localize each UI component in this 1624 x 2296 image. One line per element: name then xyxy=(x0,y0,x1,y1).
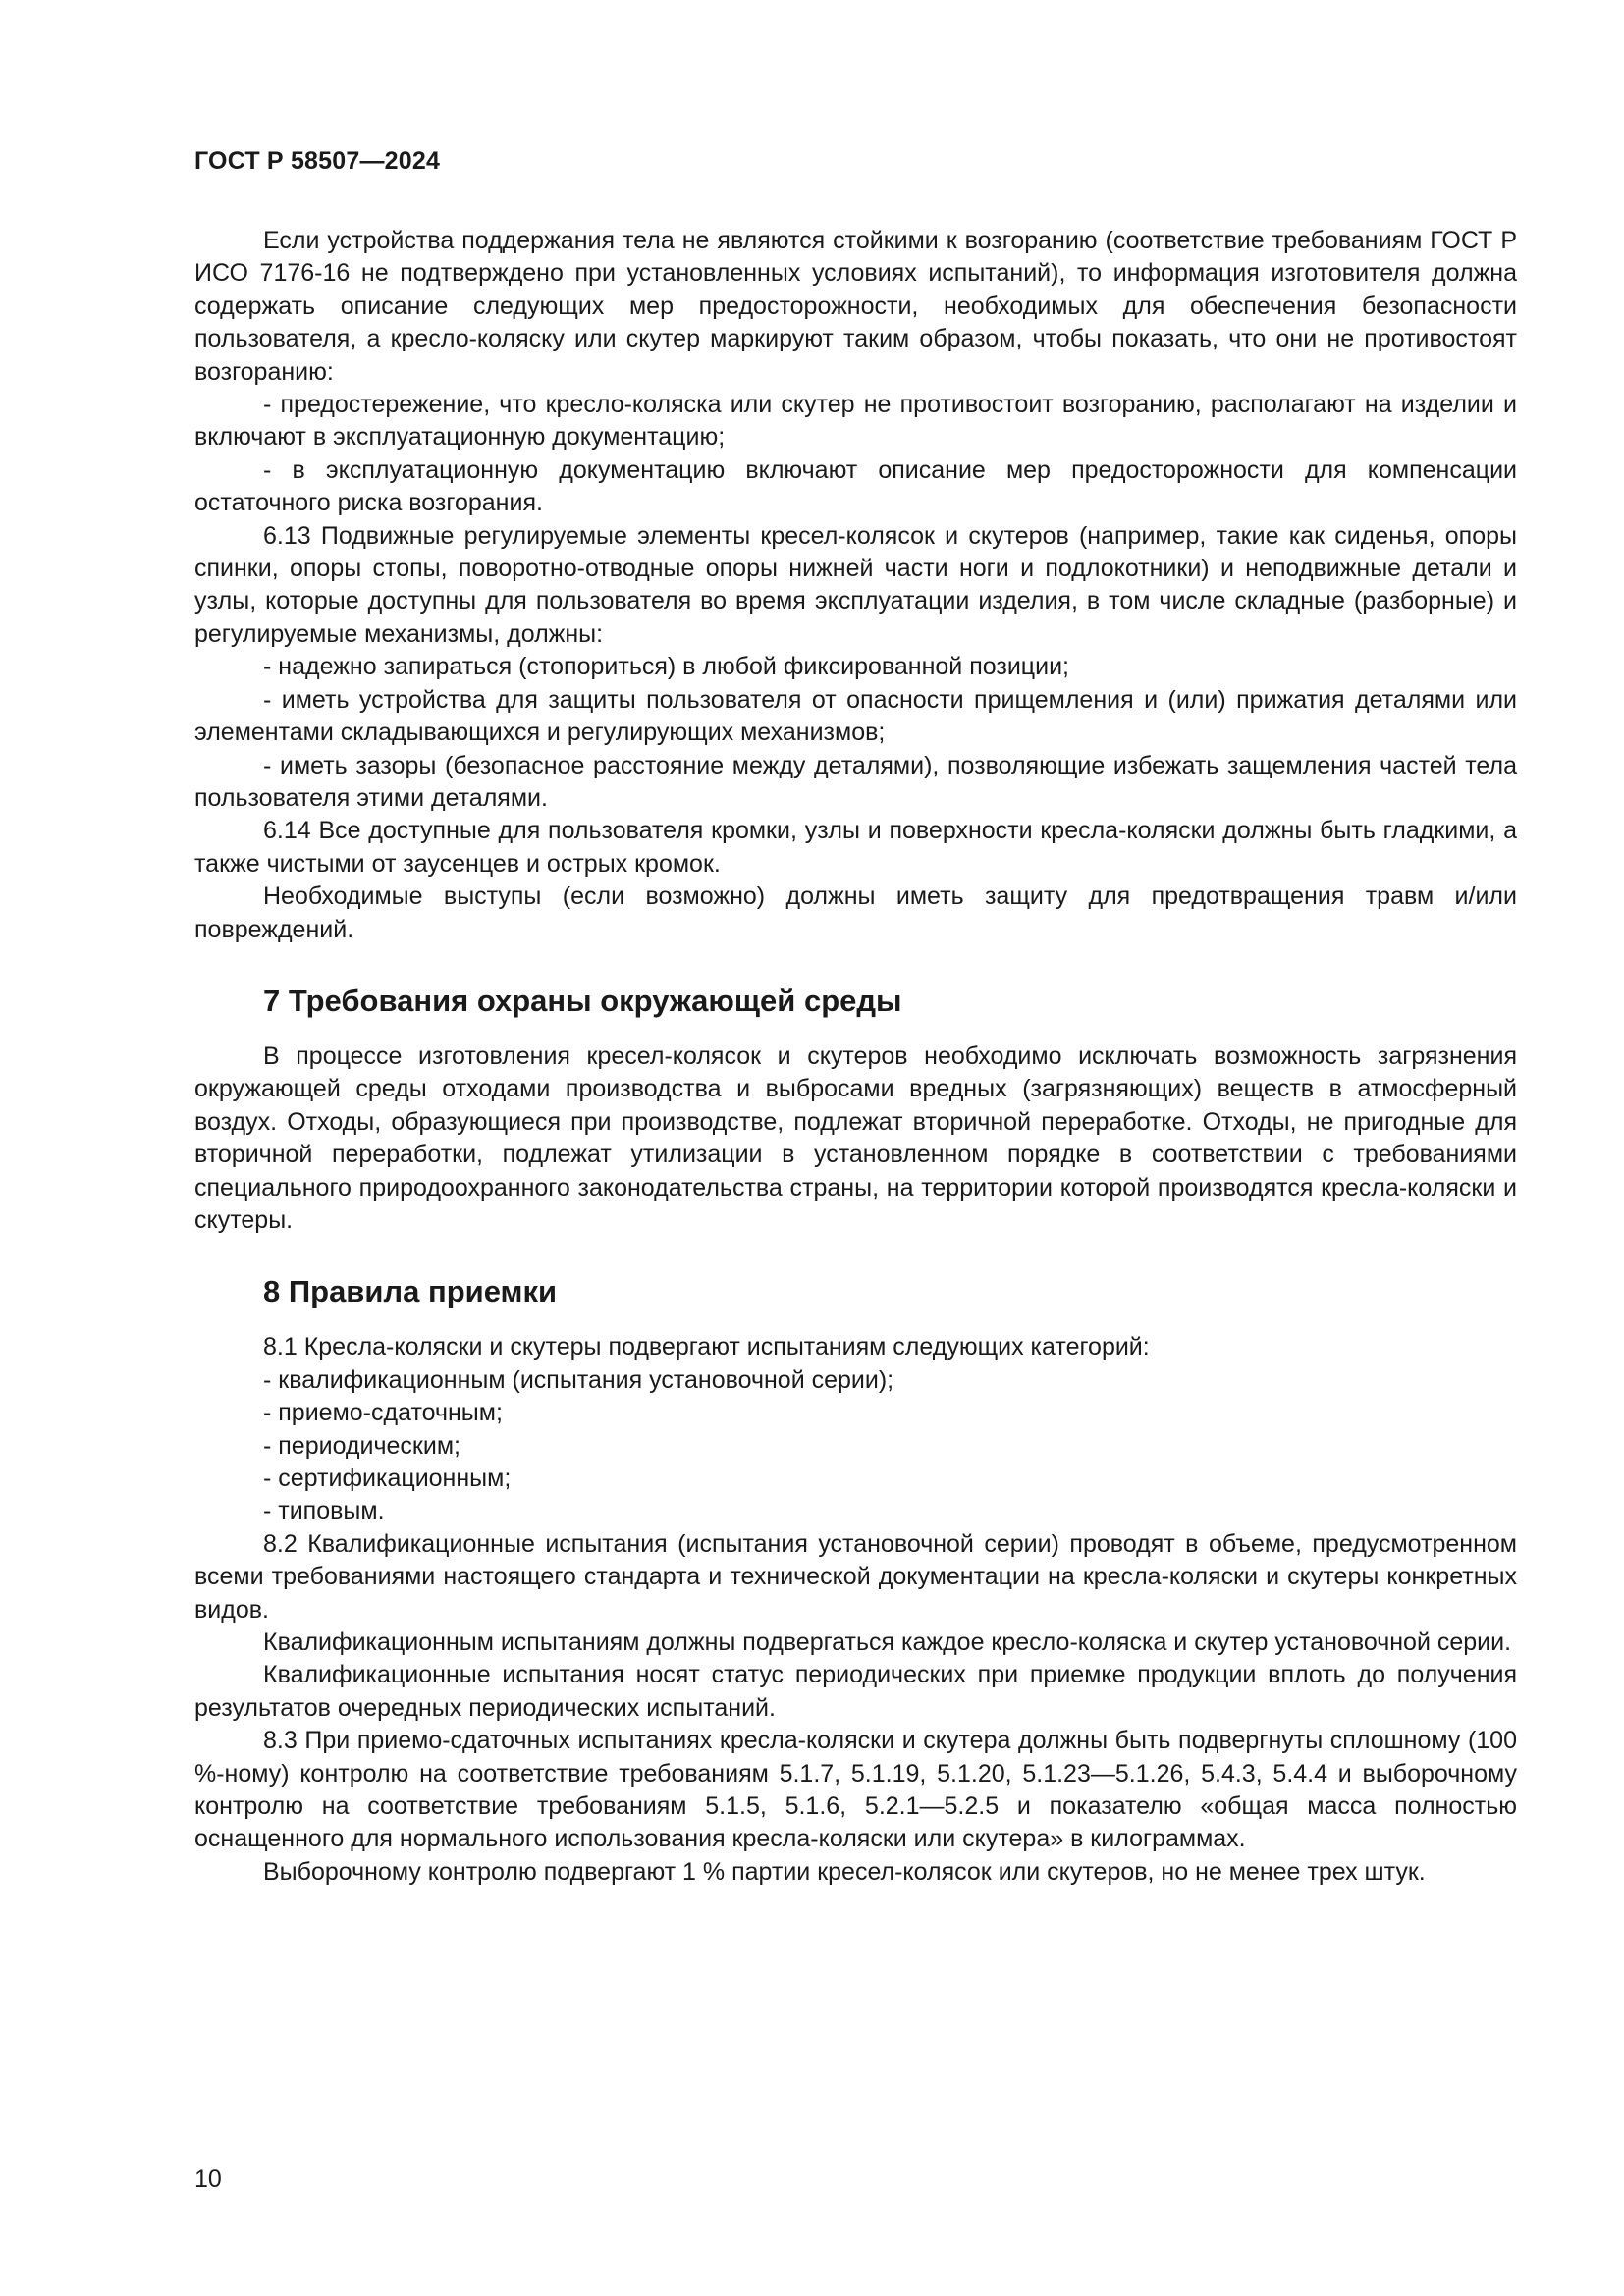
list-item: - периодическим; xyxy=(263,1431,460,1460)
clause-8-2: 8.2 Квалификационные испытания (испытания установочной серии) проводят в объеме, предусмотренном всеми требованиями настоящего стандарта и технической документации на кресла-коляски и скутеры конкретных видов. xyxy=(194,1529,1517,1624)
clause-6-13: 6.13 Подвижные регулируемые элементы кресел-колясок и скутеров (например, такие как сиденья, опоры спинки, опоры стопы, поворотно-отводные опоры нижней части ноги и подлокотники) и неподвижные детали и узлы, которые доступны для пользователя во время эксплуатации изделия, в том числе складные (разборные) и регулируемые механизмы, должны: xyxy=(194,521,1517,648)
document-body xyxy=(194,225,1517,1889)
list-item: - предостережение, что кресло-коляска или скутер не противостоит возгоранию, располагают на изделии и включают в эксплуатационную документацию; xyxy=(194,391,1517,452)
paragraph: В процессе изготовления кресел-колясок и скутеров необходимо исключать возможность загрязнения окружающей среды отходами производства и выбросами вредных (загрязняющих) веществ в атмосферный воздух. Отходы, образующиеся при производстве, подлежат вторичной переработке. Отходы, не пригодные для вторичной переработки, подлежат утилизации в установленном порядке в соответствии с требованиями специального природоохранного законодательства страны, на территории которой производятся кресла-коляски и скутеры. xyxy=(194,1041,1517,1234)
list-item: - типовым. xyxy=(263,1497,385,1525)
section-8-heading: 8 Правила приемки xyxy=(263,1274,558,1309)
clause-8-3: 8.3 При приемо-сдаточных испытаниях кресла-коляски и скутера должны быть подвергнуты сплошному (100 %-ному) контролю на соответствие требованиям 5.1.7, 5.1.19, 5.1.20, 5.1.23—5.1.26, 5.4.3, 5.4.4 и выборочному контролю на соответствие требованиям 5.1.5, 5.1.6, 5.2.1—5.2.5 и показателю «общая масса полностью оснащенного для нормального использования кресла-коляски или скутера» в килограммах. xyxy=(194,1727,1517,1853)
paragraph: Выборочному контролю подвергают 1 % партии кресел-колясок или скутеров, но не менее трех штук. xyxy=(263,1857,1426,1886)
list-item: - иметь зазоры (безопасное расстояние между деталями), позволяющие избежать защемления частей тела пользователя этими деталями. xyxy=(194,751,1517,812)
paragraph: Квалификационным испытаниям должны подвергаться каждое кресло-коляска и скутер установочной серии. xyxy=(263,1629,1512,1657)
list-item: - в эксплуатационную документацию включают описание мер предосторожности для компенсации остаточного риска возгорания. xyxy=(194,455,1517,517)
paragraph: Если устройства поддержания тела не являются стойкими к возгоранию (соответствие требованиям ГОСТ Р ИСО 7176-16 не подтверждено при установленных условиях испытаний), то информация изготовителя должна содержать описание следующих мер предосторожности, необходимых для обеспечения безопасности пользователя, а кресло-коляску или скутер маркируют таким образом, чтобы показать, что они не противостоят возгоранию: xyxy=(194,227,1517,386)
section-7-heading: 7 Требования охраны окружающей среды xyxy=(263,983,902,1018)
paragraph: Квалификационные испытания носят статус периодических при приемке продукции вплоть до получения результатов очередных периодических испытаний. xyxy=(194,1661,1517,1722)
list-item: - сертификационным; xyxy=(263,1465,512,1492)
list-item: - иметь устройства для защиты пользователя от опасности прищемления и (или) прижатия деталями или элементами складывающихся и регулирующих механизмов; xyxy=(194,685,1517,747)
list-item: - квалификационным (испытания установочной серии); xyxy=(263,1365,894,1394)
page-number: 10 xyxy=(194,2165,222,2193)
document-code-header: ГОСТ Р 58507—2024 xyxy=(194,147,441,175)
paragraph: Необходимые выступы (если возможно) должны иметь защиту для предотвращения травм и/или повреждений. xyxy=(194,882,1517,943)
clause-6-14: 6.14 Все доступные для пользователя кромки, узлы и поверхности кресла-коляски должны быть гладкими, а также чистыми от заусенцев и острых кромок. xyxy=(194,817,1517,878)
clause-8-1: 8.1 Кресла-коляски и скутеры подвергают испытаниям следующих категорий: xyxy=(263,1333,1150,1362)
list-item: - приемо-сдаточным; xyxy=(263,1399,503,1427)
list-item: - надежно запираться (стопориться) в любой фиксированной позиции; xyxy=(263,653,1069,681)
